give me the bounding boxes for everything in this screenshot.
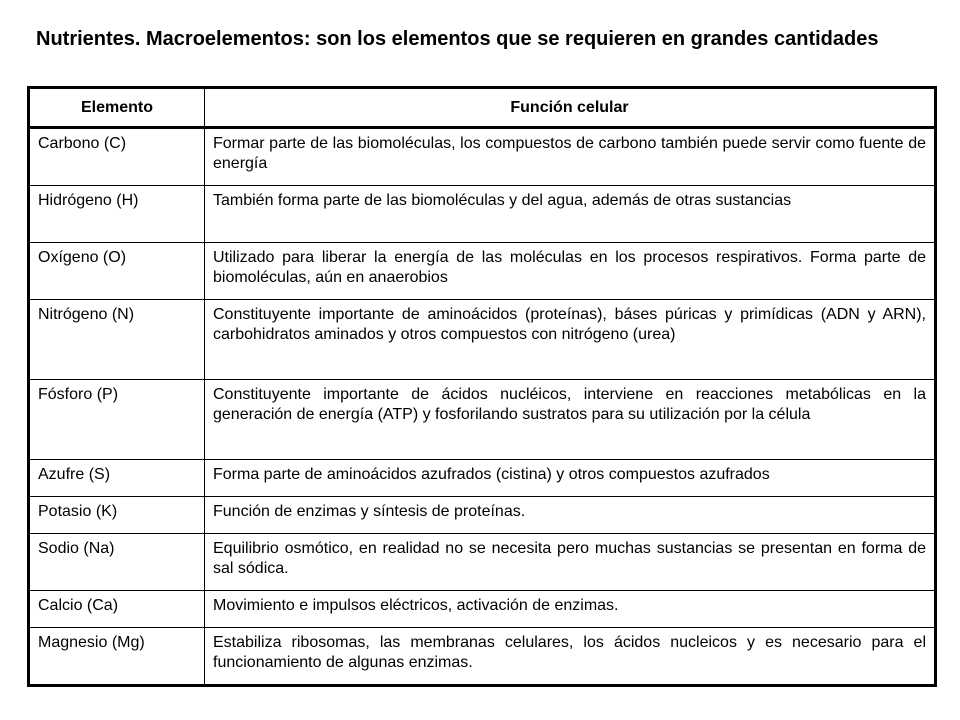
table-row <box>29 628 936 686</box>
element-cell: Magnesio (Mg) <box>29 628 205 686</box>
table-row <box>29 186 936 243</box>
function-cell: Forma parte de aminoácidos azufrados (cistina) y otros compuestos azufrados <box>205 460 936 497</box>
element-cell: Hidrógeno (H) <box>29 186 205 243</box>
table-row <box>29 128 936 186</box>
function-cell: Equilibrio osmótico, en realidad no se necesita pero muchas sustancias se presentan en forma de sal sódica. <box>205 534 936 591</box>
function-cell: Constituyente importante de ácidos nucléicos, interviene en reacciones metabólicas en la generación de energía (ATP) y fosforilando sustratos para su utilización por la célula <box>205 380 936 460</box>
element-cell: Sodio (Na) <box>29 534 205 591</box>
element-cell: Nitrógeno (N) <box>29 300 205 380</box>
table-row <box>29 591 936 628</box>
function-cell: Estabiliza ribosomas, las membranas celulares, los ácidos nucleicos y es necesario para el funcionamiento de algunas enzimas. <box>205 628 936 686</box>
table-row <box>29 534 936 591</box>
table-header-row <box>29 88 936 128</box>
function-cell: Utilizado para liberar la energía de las moléculas en los procesos respirativos. Forma parte de biomoléculas, aún en anaerobios <box>205 243 936 300</box>
page-title: Nutrientes. Macroelementos: son los elementos que se requieren en grandes cantidades <box>36 28 879 50</box>
function-cell: Movimiento e impulsos eléctricos, activación de enzimas. <box>205 591 936 628</box>
table-row <box>29 243 936 300</box>
element-cell: Azufre (S) <box>29 460 205 497</box>
function-cell: Función de enzimas y síntesis de proteínas. <box>205 497 936 534</box>
element-cell: Potasio (K) <box>29 497 205 534</box>
element-cell: Calcio (Ca) <box>29 591 205 628</box>
nutrients-table <box>27 86 937 687</box>
table-row <box>29 380 936 460</box>
function-cell: Constituyente importante de aminoácidos (proteínas), báses púricas y primídicas (ADN y ARN), carbohidratos aminados y otros compuestos con nitrógeno (urea) <box>205 300 936 380</box>
function-cell: También forma parte de las biomoléculas y del agua, además de otras sustancias <box>205 186 936 243</box>
column-header-elemento: Elemento <box>29 88 205 128</box>
element-cell: Oxígeno (O) <box>29 243 205 300</box>
table-row <box>29 300 936 380</box>
table-row <box>29 460 936 497</box>
element-cell: Fósforo (P) <box>29 380 205 460</box>
column-header-funcion: Función celular <box>205 88 936 128</box>
element-cell: Carbono (C) <box>29 128 205 186</box>
table-row <box>29 497 936 534</box>
function-cell: Formar parte de las biomoléculas, los compuestos de carbono también puede servir como fuente de energía <box>205 128 936 186</box>
